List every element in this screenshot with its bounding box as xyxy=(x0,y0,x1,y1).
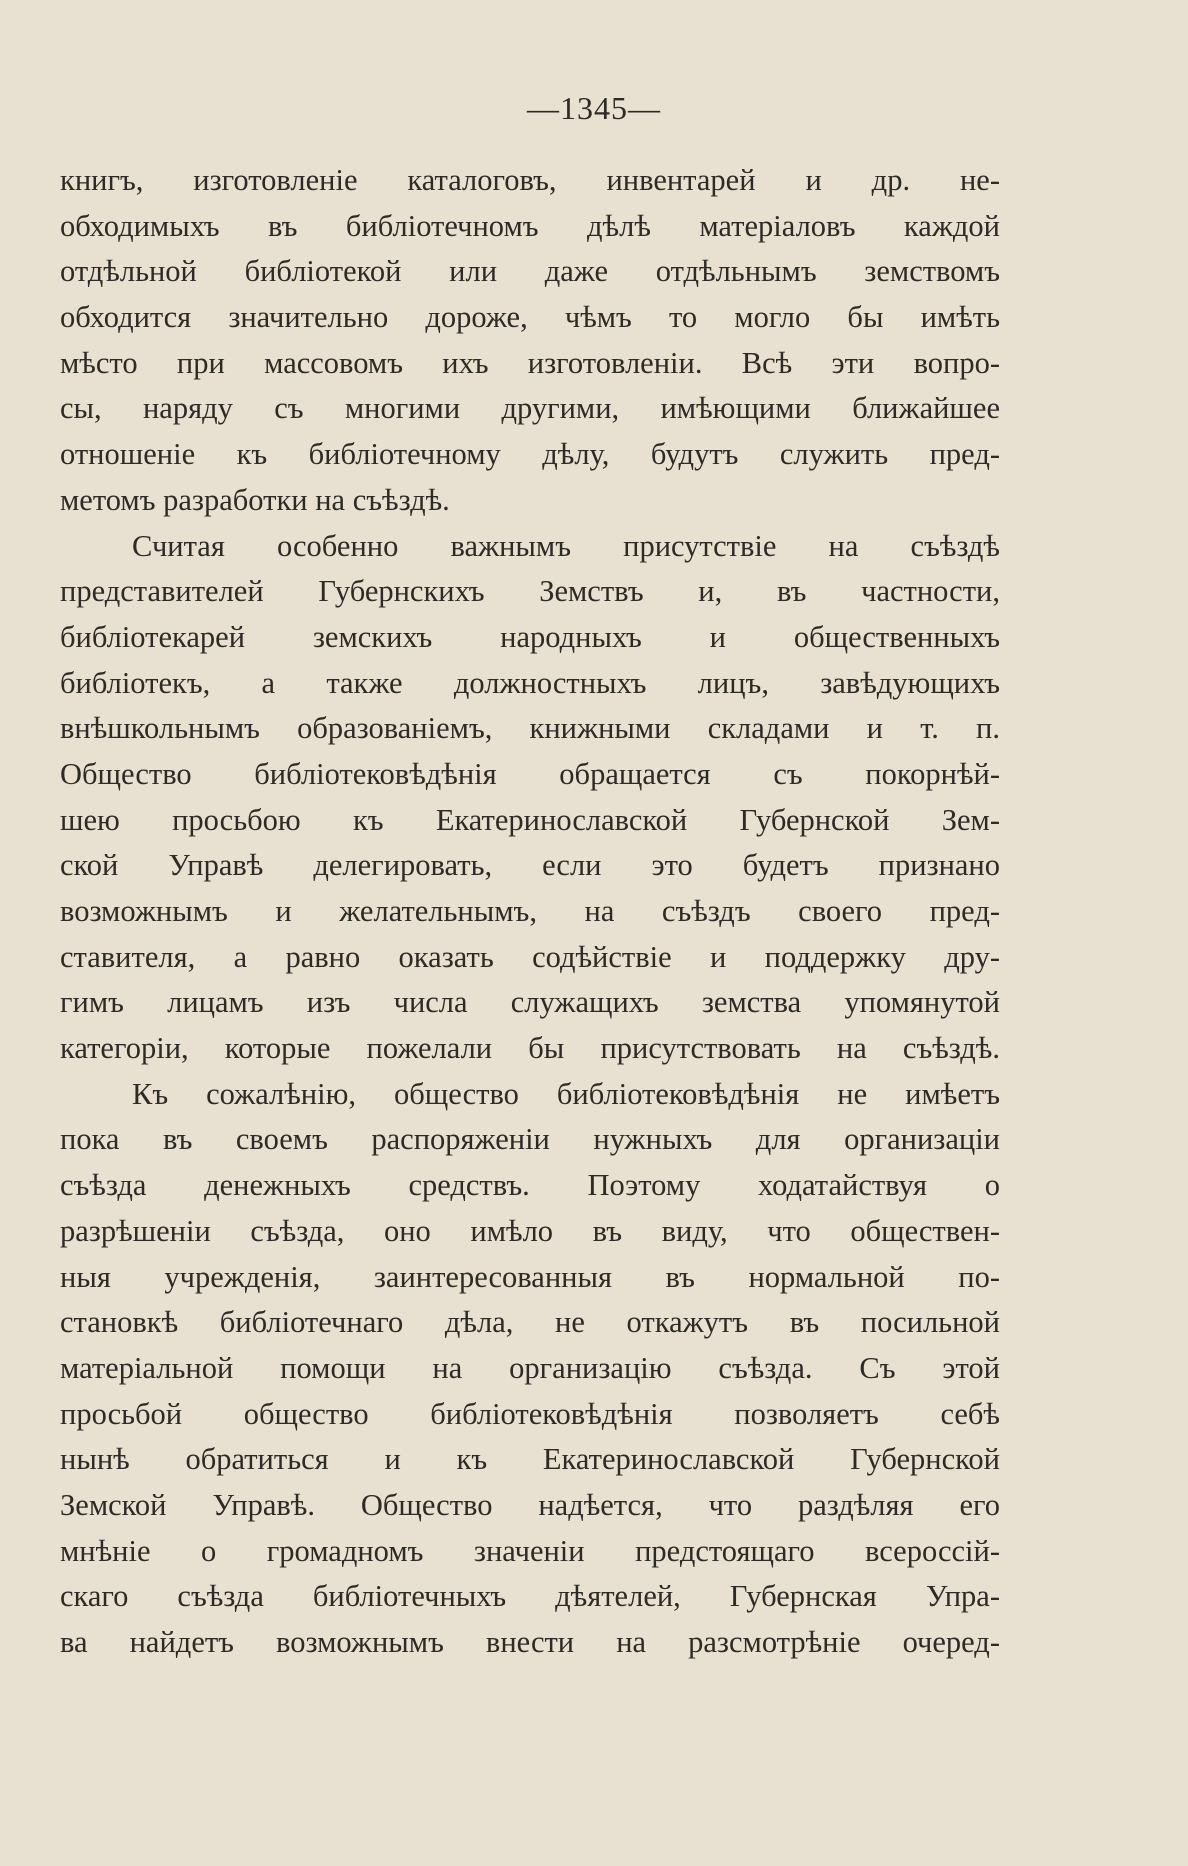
text-line: разрѣшеніи съѣзда, оно имѣло въ виду, что обществен- xyxy=(60,1213,1000,1248)
paragraph-3 xyxy=(60,1072,1000,1666)
text-line: отношеніе къ библіотечному дѣлу, будутъ служить пред- xyxy=(60,437,1000,472)
text-line: Земской Управѣ. Общество надѣется, что раздѣляя его xyxy=(60,1487,1000,1522)
text-line: библіотекъ, а также должностныхъ лицъ, завѣдующихъ xyxy=(60,665,1000,700)
text-line: скаго съѣзда библіотечныхъ дѣятелей, Губернская Упра- xyxy=(60,1579,1000,1614)
text-line: представителей Губернскихъ Земствъ и, въ частности, xyxy=(60,574,1000,609)
text-line: возможнымъ и желательнымъ, на съѣздъ своего пред- xyxy=(60,894,1000,928)
text-line: пока въ своемъ распоряженіи нужныхъ для организаціи xyxy=(60,1122,1000,1157)
text-line: библіотекарей земскихъ народныхъ и общественныхъ xyxy=(60,619,1000,654)
text-line: книгъ, изготовленіе каталоговъ, инвентарей и др. не- xyxy=(60,163,1000,197)
text-line: обходится значительно дороже, чѣмъ то могло бы имѣть xyxy=(60,300,1000,335)
text-line: ставителя, а равно оказать содѣйствіе и поддержку дру- xyxy=(60,939,1000,974)
text-line: шею просьбою къ Екатеринославской Губернской Зем- xyxy=(60,802,1000,837)
text-line: ской Управѣ делегировать, если это будетъ признано xyxy=(60,848,1000,883)
text-line: Общество библіотековѣдѣнія обращается съ покорнѣй- xyxy=(60,756,1000,791)
text-line: матеріальной помощи на организацію съѣзда. Съ этой xyxy=(60,1350,1000,1385)
page-number: —1345— xyxy=(527,90,661,126)
text-line: Считая особенно важнымъ присутствіе на съѣздѣ xyxy=(132,528,1000,563)
text-line: ныя учрежденія, заинтересованныя въ нормальной по- xyxy=(60,1259,1000,1294)
text-line: просьбой общество библіотековѣдѣнія позволяетъ себѣ xyxy=(60,1396,1000,1431)
text-line: категоріи, которые пожелали бы присутствовать на съѣздѣ. xyxy=(60,1031,1000,1066)
text-line: мнѣніе о громадномъ значеніи предстоящаго всероссій- xyxy=(60,1533,1000,1568)
text-line: сы, наряду съ многими другими, имѣющими ближайшее xyxy=(60,391,1000,426)
text-line: отдѣльной библіотекой или даже отдѣльнымъ земствомъ xyxy=(60,254,1000,289)
text-line: мѣсто при массовомъ ихъ изготовленіи. Всѣ эти вопро- xyxy=(60,345,1000,380)
text-line: съѣзда денежныхъ средствъ. Поэтому ходатайствуя о xyxy=(60,1168,1000,1203)
text-line: ва найдетъ возможнымъ внести на разсмотрѣніе очеред- xyxy=(60,1625,1000,1659)
text-line: обходимыхъ въ библіотечномъ дѣлѣ матеріаловъ каждой xyxy=(60,208,1000,243)
text-line: Къ сожалѣнію, общество библіотековѣдѣнія не имѣетъ xyxy=(132,1076,1000,1111)
text-line: внѣшкольнымъ образованіемъ, книжными складами и т. п. xyxy=(60,711,1000,746)
paragraph-1 xyxy=(60,158,1000,524)
text-line: гимъ лицамъ изъ числа служащихъ земства упомянутой xyxy=(60,985,1000,1020)
text-line: становкѣ библіотечнаго дѣла, не откажутъ въ посильной xyxy=(60,1305,1000,1340)
body-text xyxy=(60,158,1000,1666)
paragraph-2 xyxy=(60,524,1000,1072)
text-line: метомъ разработки на съѣздѣ. xyxy=(60,482,450,517)
text-line: нынѣ обратиться и къ Екатеринославской Губернской xyxy=(60,1442,1000,1477)
